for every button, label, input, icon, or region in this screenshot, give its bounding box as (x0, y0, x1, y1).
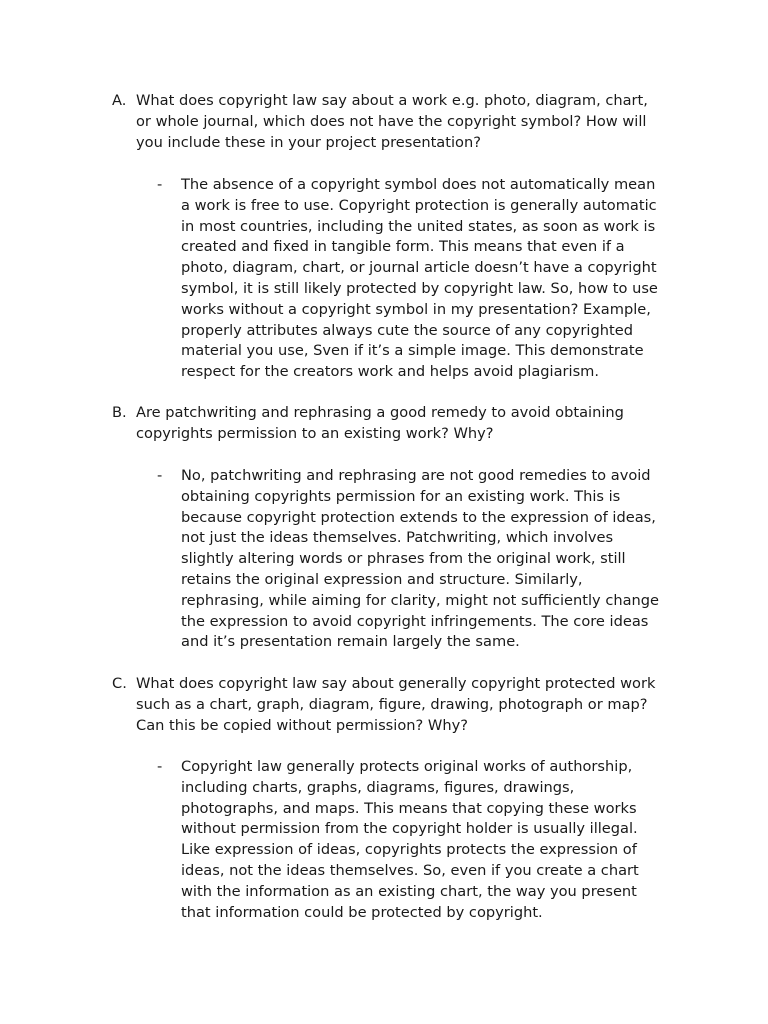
question-marker: C. (112, 675, 127, 692)
question-text: Are patchwriting and rephrasing a good remedy to avoid obtaining copyrights permission to an existing work? Why? (136, 404, 624, 442)
question-text: What does copyright law say about a work e.g. photo, diagram, chart, or whole journal, which does not have the copyright symbol? How will you include these in your project presentation? (136, 92, 648, 151)
question-c (112, 674, 692, 736)
answer-c (157, 757, 697, 923)
answer-a (157, 175, 697, 383)
answer-b (157, 466, 697, 653)
answer-text: Copyright law generally protects original works of authorship, including charts, graphs, diagrams, figures, drawings, photographs, and maps. This means that copying these works without permission from the copyright holder is usually illegal. Like expression of ideas, copyrights protects the expression of ideas, not the ideas themselves. So, even if you create a chart with the information as an existing chart, the way you present that information could be protected by copyright. (181, 758, 639, 921)
answer-bullet: - (157, 758, 163, 775)
answer-text: No, patchwriting and rephrasing are not good remedies to avoid obtaining copyrights permission for an existing work. This is because copyright protection extends to the expression of ideas, not just the ideas themselves. Patchwriting, which involves slightly altering words or phrases from the original work, still retains the original expression and structure. Similarly, rephrasing, while aiming for clarity, might not sufficiently change the expression to avoid copyright infringements. The core ideas and it’s presentation remain largely the same. (181, 467, 660, 651)
question-marker: B. (112, 404, 127, 421)
answer-bullet: - (157, 176, 163, 193)
answer-text: The absence of a copyright symbol does not automatically mean a work is free to use. Copyright protection is generally automatic in most countries, including the united states, as soon as work is created and fixed in tangible form. This means that even if a photo, diagram, chart, or journal article doesn’t have a copyright symbol, it is still likely protected by copyright law. So, how to use works without a copyright symbol in my presentation? Example, properly attributes always cute the source of any copyrighted material you use, Sven if it’s a simple image. This demonstrate respect for the creators work and helps avoid plagiarism. (181, 176, 658, 381)
question-text: What does copyright law say about generally copyright protected work such as a chart, graph, diagram, figure, drawing, photograph or map? Can this be copied without permission? Why? (136, 675, 656, 734)
question-a (112, 91, 692, 153)
question-b (112, 403, 692, 445)
answer-bullet: - (157, 467, 163, 484)
question-marker: A. (112, 92, 127, 109)
